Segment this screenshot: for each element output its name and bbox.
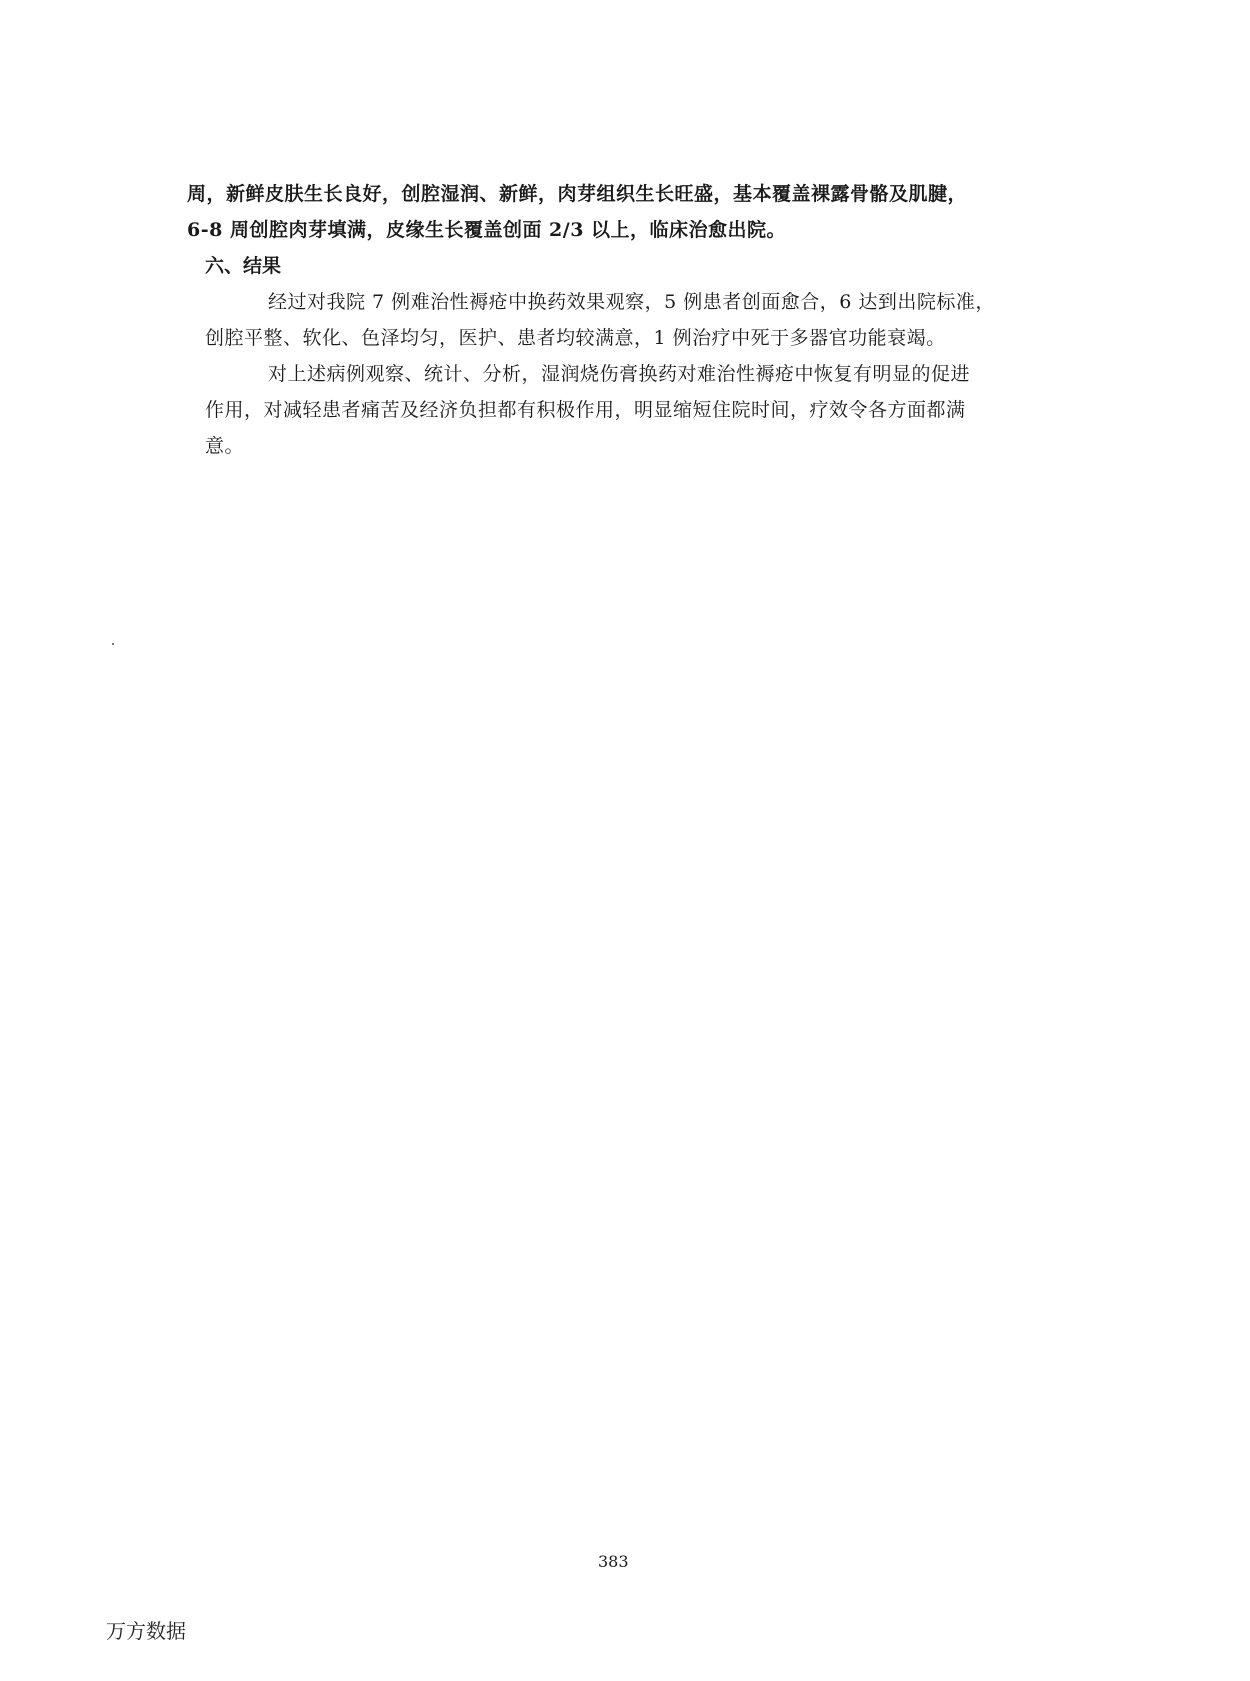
watermark-text: 万方数据: [106, 1619, 186, 1643]
section-heading-results: 六、结果: [205, 255, 282, 277]
paragraph-2-line-2: 作用，对减轻患者痛苦及经济负担都有积极作用，明显缩短住院时间，疗效令各方面都满: [205, 399, 966, 421]
body-line-1: 周，新鲜皮肤生长良好，创腔湿润、新鲜，肉芽组织生长旺盛，基本覆盖裸露骨骼及肌腱，: [187, 183, 968, 205]
paragraph-1-line-1: 经过对我院 7 例难治性褥疮中换药效果观察，5 例患者创面愈合，6 达到出院标准，: [268, 291, 995, 313]
paragraph-2-line-1: 对上述病例观察、统计、分析，湿润烧伤膏换药对难治性褥疮中恢复有明显的促进: [268, 363, 971, 385]
scan-speck: [112, 643, 114, 645]
paragraph-2-line-3: 意。: [205, 435, 245, 457]
paragraph-1-line-2: 创腔平整、软化、色泽均匀，医护、患者均较满意，1 例治疗中死于多器官功能衰竭。: [205, 327, 946, 349]
body-line-2: 6-8 周创腔肉芽填满，皮缘生长覆盖创面 2/3 以上，临床治愈出院。: [187, 219, 787, 241]
page-number: 383: [598, 1552, 629, 1571]
body-text: [187, 176, 1067, 464]
